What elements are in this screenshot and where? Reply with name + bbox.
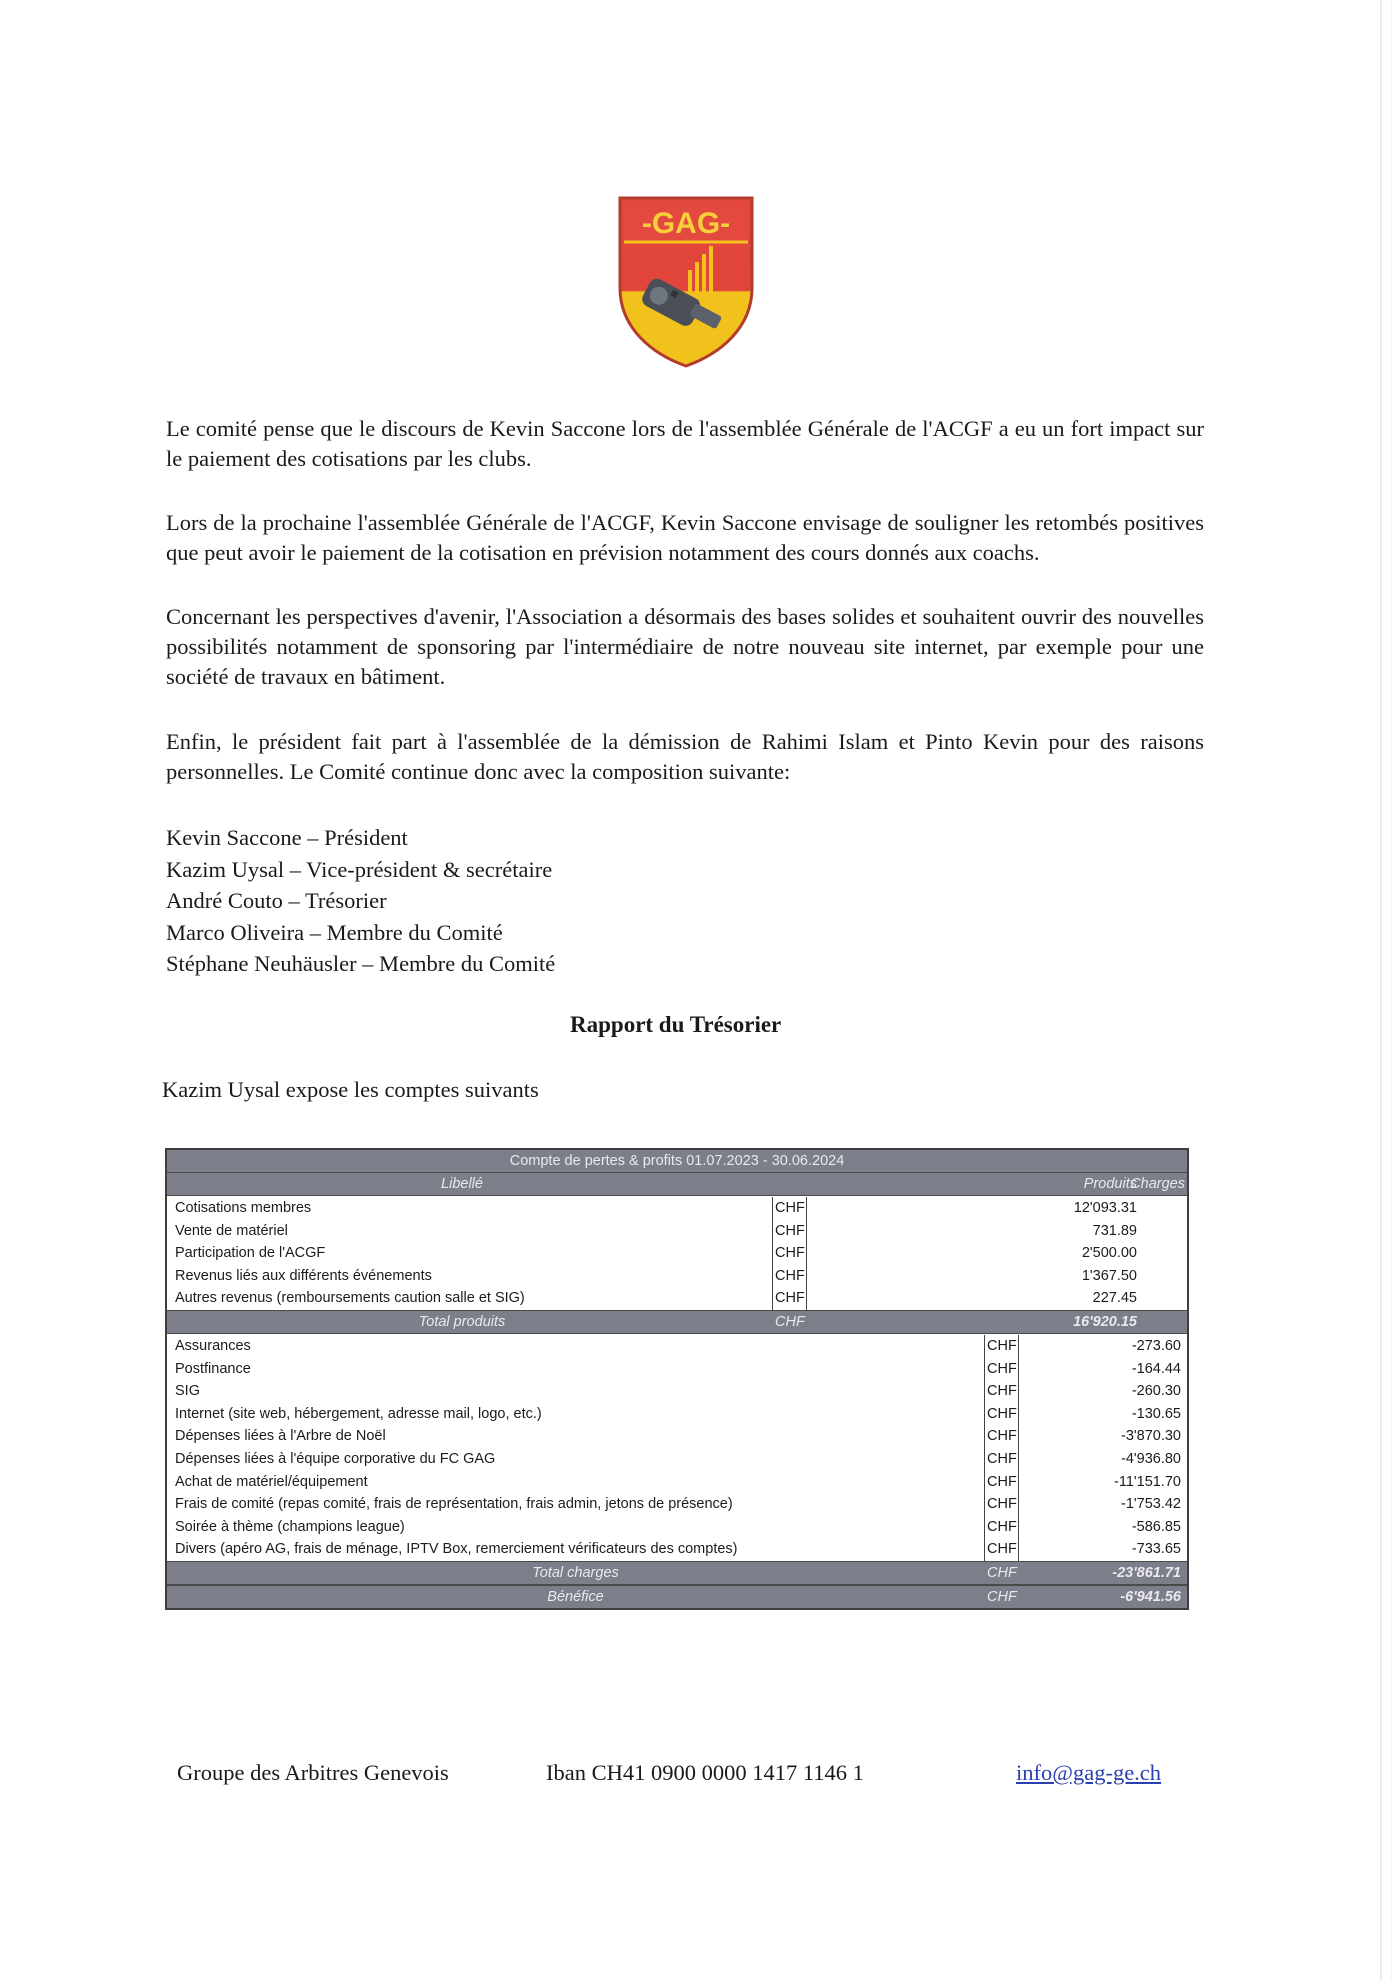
table-row (167, 1242, 1187, 1265)
table-title: Compte de pertes & profits 01.07.2023 - 30.06.2024 (167, 1150, 1187, 1173)
table-row (167, 1425, 1187, 1448)
report-intro: Kazim Uysal expose les comptes suivants (162, 1077, 539, 1102)
row-currency: CHF (984, 1493, 1019, 1516)
header-charges: Charges (1130, 1176, 1185, 1192)
profit-loss-table (165, 1148, 1189, 1610)
benefit-amount: -6'941.56 (1120, 1588, 1181, 1605)
logo-text: -GAG- (641, 207, 731, 240)
row-amount: -3'870.30 (1120, 1428, 1181, 1445)
table-row (167, 1516, 1187, 1539)
row-label: Achat de matériel/équipement (175, 1473, 368, 1490)
row-label: SIG (175, 1383, 200, 1400)
row-amount: -273.60 (1131, 1337, 1181, 1354)
row-label: Autres revenus (remboursements caution salle et SIG) (175, 1290, 525, 1307)
committee-member: Marco Oliveira – Membre du Comité (166, 919, 503, 945)
row-label: Assurances (175, 1337, 251, 1354)
row-label: Internet (site web, hébergement, adresse mail, logo, etc.) (175, 1405, 542, 1422)
row-amount: -130.65 (1131, 1405, 1181, 1422)
row-amount: -164.44 (1131, 1360, 1181, 1377)
scan-edge (1380, 0, 1382, 1981)
table-row (167, 1358, 1187, 1381)
scan-edge-2 (1391, 0, 1392, 1981)
row-currency: CHF (984, 1335, 1019, 1358)
total-charges-row (167, 1561, 1187, 1585)
row-label: Divers (apéro AG, frais de ménage, IPTV Box, remerciement vérificateurs des comptes) (175, 1541, 738, 1558)
committee-member: Kazim Uysal – Vice-président & secrétaire (166, 856, 553, 882)
table-row (167, 1380, 1187, 1403)
table-header-row (167, 1173, 1187, 1196)
row-currency: CHF (984, 1403, 1019, 1426)
total-income-row (167, 1310, 1187, 1334)
total-charges-label: Total charges (532, 1564, 619, 1581)
committee-member: Stéphane Neuhäusler – Membre du Comité (166, 951, 556, 976)
paragraph-2: Lors de la prochaine l'assemblée Générale de l'ACGF, Kevin Saccone envisage de souligner les retombés positives que peut avoir le paiement de la cotisation en prévision notamment des cours donnés aux coachs. (166, 510, 1204, 565)
row-label: Cotisations membres (175, 1200, 312, 1216)
row-amount: -586.85 (1131, 1518, 1181, 1535)
row-amount: 1'367.50 (1081, 1267, 1137, 1284)
table-row (167, 1265, 1187, 1288)
row-label: Soirée à thème (champions league) (175, 1518, 405, 1535)
gag-logo-shield (616, 196, 756, 368)
table-row (167, 1403, 1187, 1426)
row-amount: 12'093.31 (1073, 1200, 1137, 1216)
row-currency: CHF (984, 1516, 1019, 1539)
row-label: Revenus liés aux différents événements (175, 1267, 432, 1284)
row-label: Vente de matériel (175, 1222, 288, 1239)
benefit-row (167, 1585, 1187, 1608)
row-amount: 227.45 (1092, 1290, 1137, 1307)
row-amount: 731.89 (1092, 1222, 1137, 1239)
expense-section (167, 1334, 1187, 1561)
row-currency: CHF (984, 1358, 1019, 1381)
report-title: Rapport du Trésorier (570, 1012, 782, 1037)
paragraph-4: Enfin, le président fait part à l'assemblée de la démission de Rahimi Islam et Pinto Kevin pour des raisons personnelles. Le Comité continue donc avec la composition suivante: (166, 729, 1204, 784)
footer-email-link[interactable]: info@gag-ge.ch (1016, 1760, 1162, 1785)
row-currency: CHF (772, 1220, 807, 1243)
row-amount: -4'936.80 (1120, 1450, 1181, 1467)
row-currency: CHF (984, 1538, 1019, 1561)
benefit-currency: CHF (987, 1588, 1017, 1605)
income-section (167, 1196, 1187, 1310)
row-currency: CHF (772, 1242, 807, 1265)
row-currency: CHF (772, 1197, 807, 1220)
committee-member: André Couto – Trésorier (166, 888, 387, 913)
table-row (167, 1493, 1187, 1516)
row-amount: -733.65 (1131, 1541, 1181, 1558)
benefit-label: Bénéfice (547, 1588, 604, 1605)
header-income: Produits (1083, 1176, 1137, 1192)
total-income-amount: 16'920.15 (1073, 1313, 1137, 1330)
footer-iban: Iban CH41 0900 0000 1417 1146 1 (546, 1760, 864, 1785)
table-row (167, 1287, 1187, 1310)
row-currency: CHF (772, 1265, 807, 1288)
header-label: Libellé (441, 1176, 483, 1192)
row-currency: CHF (772, 1287, 807, 1310)
table-row (167, 1220, 1187, 1243)
committee-list (166, 822, 555, 980)
row-amount: -1'753.42 (1120, 1496, 1181, 1513)
table-row (167, 1197, 1187, 1220)
row-label: Postfinance (175, 1360, 251, 1377)
total-charges-amount: -23'861.71 (1112, 1564, 1181, 1581)
committee-member: Kevin Saccone – Président (166, 825, 408, 850)
row-currency: CHF (984, 1448, 1019, 1471)
row-currency: CHF (984, 1471, 1019, 1494)
row-amount: -260.30 (1131, 1383, 1181, 1400)
footer-organization: Groupe des Arbitres Genevois (177, 1760, 449, 1785)
table-row (167, 1538, 1187, 1561)
total-charges-currency: CHF (987, 1564, 1017, 1581)
row-label: Dépenses liées à l'équipe corporative du FC GAG (175, 1450, 496, 1467)
row-label: Dépenses liées à l'Arbre de Noël (175, 1428, 386, 1445)
row-amount: 2'500.00 (1081, 1245, 1137, 1262)
paragraph-1: Le comité pense que le discours de Kevin Saccone lors de l'assemblée Générale de l'ACGF a eu un fort impact sur le paiement des cotisations par les clubs. (166, 416, 1204, 471)
table-row (167, 1471, 1187, 1494)
table-row (167, 1335, 1187, 1358)
row-currency: CHF (984, 1380, 1019, 1403)
paragraph-3: Concernant les perspectives d'avenir, l'Association a désormais des bases solides et souhaitent ouvrir des nouvelles possibilités notamment de sponsoring par l'intermédiaire de notre nouveau site internet, par exemple pour une société de travaux en bâtiment. (166, 604, 1204, 689)
row-currency: CHF (984, 1425, 1019, 1448)
total-income-label: Total produits (418, 1313, 506, 1330)
total-income-currency: CHF (775, 1313, 805, 1330)
row-amount: -11'151.70 (1114, 1473, 1181, 1490)
row-label: Frais de comité (repas comité, frais de représentation, frais admin, jetons de présence) (175, 1496, 733, 1513)
row-label: Participation de l'ACGF (175, 1245, 326, 1262)
table-row (167, 1448, 1187, 1471)
